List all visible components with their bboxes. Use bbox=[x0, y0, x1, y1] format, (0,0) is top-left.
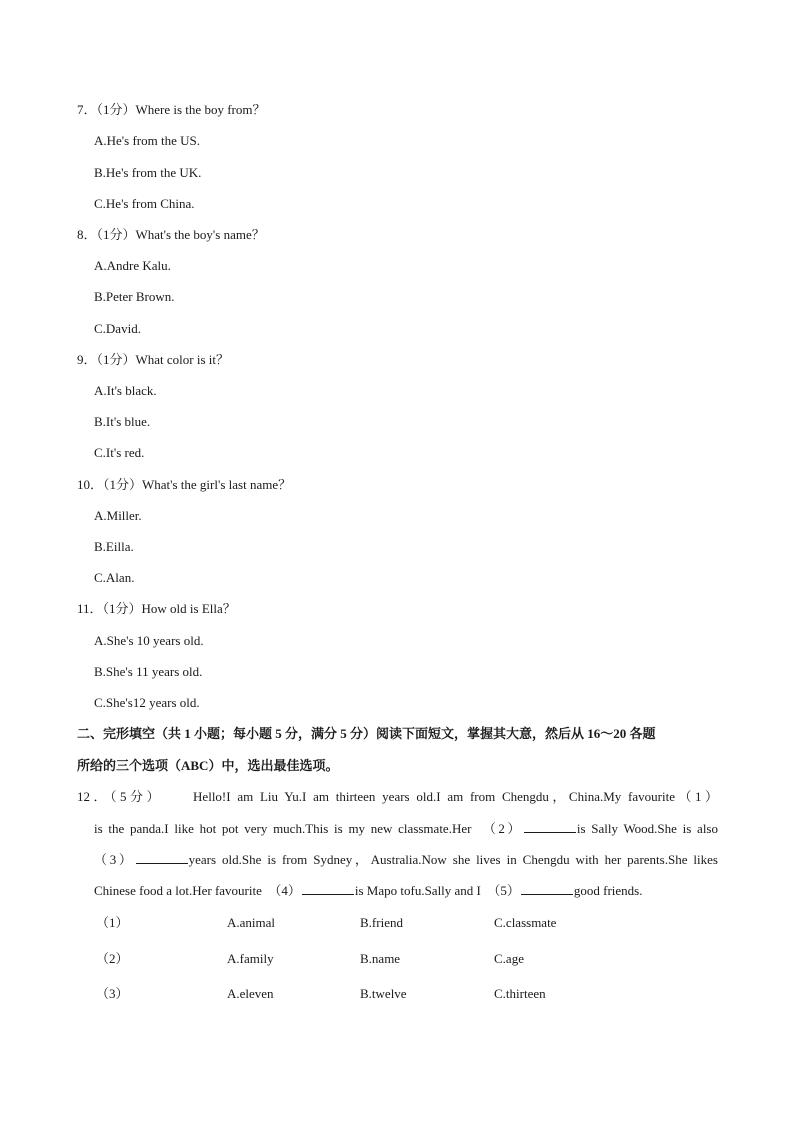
choice-row-2 bbox=[96, 951, 696, 967]
cloze-text-4b: is Mapo tofu.Sally and I （5） bbox=[354, 883, 520, 898]
choice-option-a[interactable]: A.eleven bbox=[227, 986, 274, 1001]
question-10-option-a: A.Miller. bbox=[94, 508, 142, 523]
question-8-option-b: B.Peter Brown. bbox=[94, 289, 175, 304]
cloze-text-1: Hello!I am Liu Yu.I am thirteen years old.I am from Chengdu，China.My favourite（1） bbox=[193, 789, 718, 804]
cloze-question-number: 12．（5分） bbox=[77, 789, 164, 804]
cloze-blank-5[interactable] bbox=[521, 882, 573, 895]
question-10-stem: 10．（1分）What's the girl's last name？ bbox=[77, 477, 292, 492]
question-9-option-c: C.It's red. bbox=[94, 445, 145, 460]
choice-row-3 bbox=[96, 986, 696, 1002]
question-7-option-c: C.He's from China. bbox=[94, 196, 195, 211]
choice-option-b[interactable]: B.friend bbox=[360, 915, 403, 930]
section-2-heading-line2: 所给的三个选项（ABC）中，选出最佳选项。 bbox=[77, 758, 339, 773]
cloze-passage-line2 bbox=[94, 820, 718, 837]
question-8-option-a: A.Andre Kalu. bbox=[94, 258, 171, 273]
question-7-option-b: B.He's from the UK. bbox=[94, 165, 202, 180]
cloze-passage-line3 bbox=[94, 851, 718, 868]
cloze-text-3a: （3） bbox=[94, 852, 135, 867]
choice-option-a[interactable]: A.animal bbox=[227, 915, 276, 930]
choice-option-c[interactable]: C.age bbox=[494, 951, 524, 966]
question-8-stem: 8．（1分）What's the boy's name？ bbox=[77, 227, 265, 242]
cloze-text-2a: is the panda.I like hot pot very much.This is my new classmate.Her （2） bbox=[94, 821, 523, 836]
cloze-blank-2[interactable] bbox=[524, 820, 576, 833]
question-10-option-b: B.Eilla. bbox=[94, 539, 134, 554]
choice-row-number: （2） bbox=[96, 951, 129, 966]
cloze-blank-4[interactable] bbox=[302, 882, 354, 895]
cloze-text-4a: Chinese food a lot.Her favourite （4） bbox=[94, 883, 301, 898]
question-9-option-b: B.It's blue. bbox=[94, 414, 151, 429]
choice-option-a[interactable]: A.family bbox=[227, 951, 274, 966]
question-11-option-a: A.She's 10 years old. bbox=[94, 633, 204, 648]
section-2-heading-line1: 二、完形填空（共 1 小题；每小题 5 分，满分 5 分）阅读下面短文，掌握其大意，然后从 16～20 各题 bbox=[77, 726, 656, 741]
cloze-blank-3[interactable] bbox=[136, 851, 188, 864]
question-11-option-c: C.She's12 years old. bbox=[94, 695, 200, 710]
question-9-option-a: A.It's black. bbox=[94, 383, 157, 398]
cloze-text-2b: is Sally Wood.She is also bbox=[576, 821, 718, 836]
choice-option-b[interactable]: B.name bbox=[360, 951, 401, 966]
cloze-passage-line1 bbox=[77, 789, 718, 805]
question-11-option-b: B.She's 11 years old. bbox=[94, 664, 203, 679]
cloze-passage-line4 bbox=[94, 882, 643, 899]
choice-row-1 bbox=[96, 915, 696, 931]
choice-option-c[interactable]: C.thirteen bbox=[494, 986, 546, 1001]
choice-option-b[interactable]: B.twelve bbox=[360, 986, 407, 1001]
question-7-option-a: A.He's from the US. bbox=[94, 133, 200, 148]
question-7-stem: 7．（1分）Where is the boy from？ bbox=[77, 102, 266, 117]
question-11-stem: 11．（1分）How old is Ella？ bbox=[77, 601, 236, 616]
question-8-option-c: C.David. bbox=[94, 321, 141, 336]
choice-row-number: （1） bbox=[96, 915, 129, 930]
choice-option-c[interactable]: C.classmate bbox=[494, 915, 557, 930]
choice-row-number: （3） bbox=[96, 986, 129, 1001]
cloze-text-4c: good friends. bbox=[573, 883, 643, 898]
question-10-option-c: C.Alan. bbox=[94, 570, 135, 585]
question-9-stem: 9．（1分）What color is it？ bbox=[77, 352, 230, 367]
cloze-text-3b: years old.She is from Sydney，Australia.Now she lives in Chengdu with her parents.She likes bbox=[188, 852, 718, 867]
